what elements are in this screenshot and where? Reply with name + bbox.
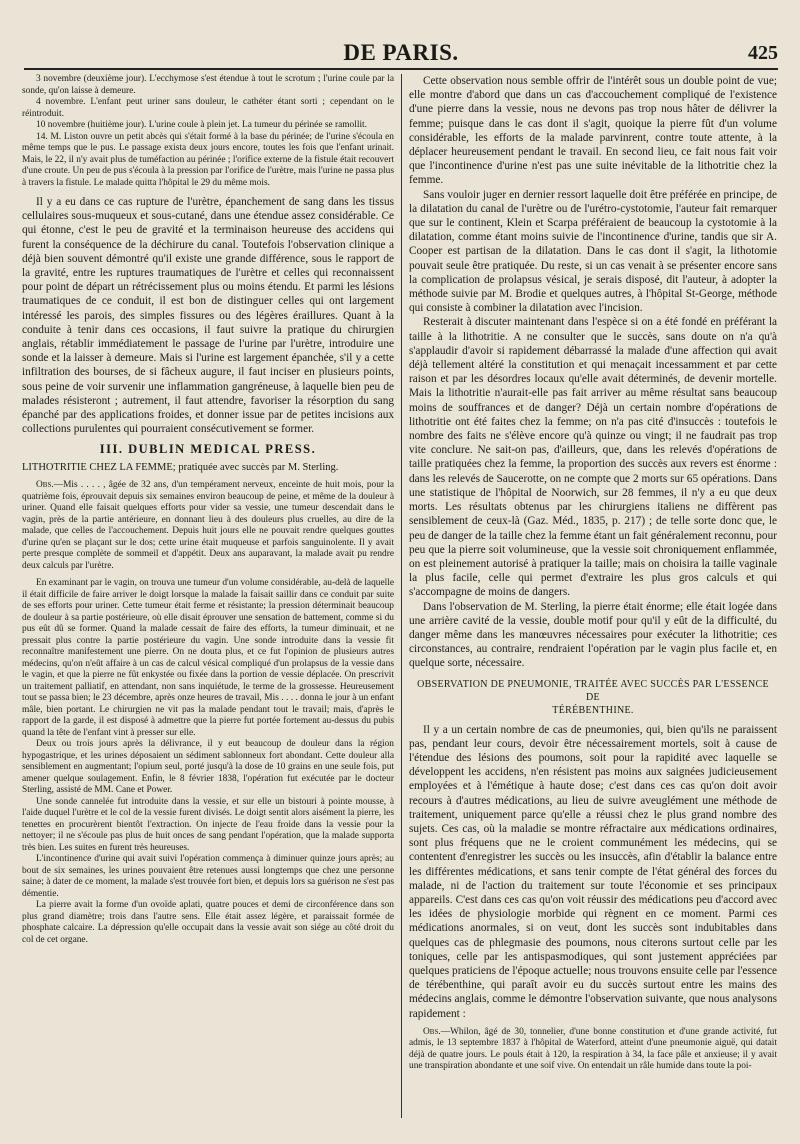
- running-head: [24, 40, 778, 70]
- body-paragraph: L'incontinence d'urine qui avait suivi l'opération commença à diminuer quinze jours après; au bout de six semaines, les urines pouvaient être retenues aussi longtemps que chez une personne saine; à dater de ce moment, la malade s'est trouvée fort bien, et depuis lors sa guérison ne s'est pas démentie.: [22, 854, 394, 899]
- page-title: DE PARIS.: [343, 40, 459, 65]
- body-paragraph: Cette observation nous semble offrir de l'intérêt sous un double point de vue; elle montre d'abord que dans un cas d'accouchement compliqué de l'existence d'une pierre dans la vessie, nous ne devons pas trop nous hâter de délivrer la femme; puisque dans le cas dont il s'agit, quoique la pierre fût d'un volume considérable, les efforts de la malade parvinrent, contre toute attente, à la déplacer heureusement pendant le travail. En second lieu, ce fait nous fait voir que l'incontinence d'urine n'est pas une suite inévitable de la lithotritie chez la femme.: [409, 75, 777, 187]
- obs-label: Obs.: [36, 480, 54, 491]
- obs-text: —Mis . . . . , âgée de 32 ans, d'un tempérament nerveux, enceinte de huit mois, pour la quatrième fois, éprouvait depuis six semaines environ beaucoup de peine, et même de la douleur à uriner. Quand elle faisait quelques efforts pour vider sa vessie, une tumeur descendait dans le vagin, près de la partie antérieure, en donnant lieu à des douleurs plus cruelles, au dire de la malade, que celles de l'accouchement. Depuis huit jours elle ne pouvait rendre quelques gouttes d'urine qu'en se plaçant sur le dos; cette urine était muqueuse et parfois sanguinolente. Il y avait perte presque complète de sommeil et d'appétit. Deux ans auparavant, la malade avait pu rendre deux calculs par l'urètre.: [22, 480, 394, 571]
- body-paragraph: La pierre avait la forme d'un ovoïde aplati, quatre pouces et demi de circonférence dans son plus grand diamètre; trois dans l'autre sens. Elle était assez légère, et paraissait formée de phosphate calcaire. La dépression qu'elle occupait dans la vessie avait son siége au côté droit du col de cet organe.: [22, 900, 394, 945]
- page-number: 425: [748, 42, 778, 64]
- case-note: 4 novembre. L'enfant peut uriner sans douleur, le cathéter étant sorti ; cependant on le réintroduit.: [22, 97, 394, 119]
- case-note: 3 novembre (deuxième jour). L'ecchymose s'est étendue à tout le scrotum ; l'urine coule par la sonde, qu'on laisse à demeure.: [22, 74, 394, 96]
- case-note: 14. M. Liston ouvre un petit abcès qui s'était formé à la base du périnée; de l'urine s'écoula en même temps que le pus. Le passage exista deux jours encore, toutes les fois que l'enfant urinait. Mais, le 22, il n'y avait plus de tuméfaction au périnée ; l'orifice externe de la fistule était recouvert d'une croute. Un peu de pus s'écoula à la pression par l'orifice de l'urètre, mais l'urine ne passa plus à travers la fistule. Le malade quitta l'hôpital le 29 du même mois.: [22, 131, 394, 188]
- body-paragraph: Sans vouloir juger en dernier ressort laquelle doit être préférée en principe, de la dilatation du canal de l'urètre ou de l'urétro-cystotomie, l'auteur fait remarquer que sur le continent, Klein et Scarpa préféraient de beaucoup la cystotomie à la dilatation, comme étant moins suivie de l'incontinence d'urine, tandis que sir A. Cooper est partisan de la dilatation. Dans le cas dont il s'agit, la lithotomie pouvait seule être pratiquée. Du reste, si un cas venait à se présenter encore sans la complication de prolapsus vésical, je serais disposé, dit l'auteur, à adopter la méthode suivie par M. Brodie et quelques autres, à l'hôpital St-George, méthode qui consiste à combiner la dilatation avec l'incision.: [409, 188, 777, 315]
- pneumonia-paragraph: Il y a un certain nombre de cas de pneumonies, qui, bien qu'ils ne paraissent pas, pendant leur cours, devoir être nécessairement mortels, soit à cause de l'étendue des lésions des poumons, soit pour la rapidité avec laquelle se développent les accidens, n'en résistent pas moins aux saignées judicieusement employées et à l'émétique à haute dose; c'est dans ces cas qu'on doit avoir recours à d'autres médications, au lieu de suivre aveuglément une méthode de traitement, uniquement parce qu'elle a réussi chez le plus grand nombre des sujets. Ces cas, où la maladie se montre réfractaire aux médications ordinaires, sont plus fréquens que ne le croient communément les médecins, qui se contentent d'enregistrer les succès ou les insuccès, afin d'établir la balance entre les différentes médications, et sans tenir compte de l'état général des forces du malade, ni de l'action du traitement sur toute l'économie et ses principaux appareils. C'est dans ces cas qu'on voit réussir des médications peu d'accord avec les idées de physiologie morbide qui règnent en ce moment. Parmi ces médications anormales, si on veut, dont les succès sont indubitables dans quelques cas de phlegmasie des poumons, nous citerons surtout celle par les toniques, celle par les antispasmodiques, qui sont justement appréciées par quelques praticiens de l'époque actuelle; nous trouvons ensuite celle par l'essence de térébenthine, qui paraît avoir eu du succès surtout entre les mains des médecins anglais, comme le démontre l'observation suivante, que nous analysons rapidement :: [409, 723, 777, 1020]
- body-paragraph: En examinant par le vagin, on trouva une tumeur d'un volume considérable, au-delà de laquelle il était difficile de faire arriver le doigt lorsque la malade la faisait saillir dans ce conduit par suite de ses efforts pour uriner. Cette tumeur était ferme et résistante; la pression déterminait beaucoup de douleur à sa partie postérieure, où elle disait éprouver une sensation de battement, comme si du pus eût dû se former. Quand la malade cessait de faire des efforts, la tumeur diminuait, et ne pressait plus contre la partie postérieure du vagin. Une sonde introduite dans la vessie fit reconnaître manifestement une pierre. On ne douta plus, et ce fut l'opinion de plusieurs autres médecins, qu'on n'eût affaire à un cas de calcul vésical compliqué d'un prolapsus de la vessie dans le vagin, et que la pierre ne fût enkystée ou fixée dans la portion de vessie déplacée. On prescrivit un traitement palliatif, en attendant, non sans inquiétude, le terme de la grossesse. Heureusement tout se passa bien; le 23 décembre, après onze heures de travail, Mis . . . . donna le jour à un enfant mâle, bien portant. Le chirurgien ne vit pas la malade pendant tout le travail; mais, d'après le rapport de la garde, il est disposé à admettre que la pierre fut portée fortement au-dessus du pubis quand la tête de l'enfant vint à presser sur elle.: [22, 578, 394, 738]
- right-column: [409, 74, 777, 1118]
- obs-text: —Whilon, âgé de 30, tonnelier, d'une bonne constitution et d'une grande activité, fut admis, le 13 septembre 1837 à l'hôpital de Waterford, atteint d'une pneumonie aiguë, qui datait déjà de quatre jours. Le pouls était à 120, la respiration à 34, la face pâle et anxieuse; il y avait une transpiration abondante et une soif vive. On entendait un râle humide dans toute la poi-: [409, 1026, 777, 1072]
- case-note: 10 novembre (huitième jour). L'urine coule à plein jet. La tumeur du périnée se ramollit.: [36, 120, 368, 130]
- observation-paragraph: [409, 1027, 777, 1073]
- observation-heading-line1: OBSERVATION DE PNEUMONIE, TRAITÉE AVEC SUCCÈS PAR L'ESSENCE DE: [417, 678, 769, 703]
- column-divider: [401, 74, 402, 1118]
- body-paragraph: Dans l'observation de M. Sterling, la pierre était énorme; elle était logée dans une arrière cavité de la vessie, double motif pour qu'il y eût de la difficulté, du danger même dans les manœuvres nécessaires pour exécuter la lithotritie; ces circonstances, au contraire, rendraient l'opération par le vagin plus facile et, en quelque sorte, nécessaire.: [409, 600, 777, 670]
- observation-heading: [409, 678, 777, 717]
- obs-label: Obs.: [423, 1026, 441, 1037]
- body-paragraph: Resterait à discuter maintenant dans l'espèce si on a été fondé en préférant la taille à la lithotritie. A ne consulter que le succès, sans doute on n'a qu'à s'applaudir d'avoir si rapidement débarrassé la malade d'une affection qui avait déjà tellement altéré la constitution et qui menaçait incessamment et par cette raison et par les désordres locaux qu'elle avait déterminés, de devenir mortelle. Mais la lithotritie n'aurait-elle pas fait arriver au même résultat sans beaucoup moins de souffrances et de danger? Déjà un certain nombre d'opérations de lithotritie ont été faites chez la femme; on n'a pas cité d'insuccès : toutefois le nombre des faits ne s'élève encore qu'à quinze ou vingt; il ne faudrait pas trop vite conclure. Ne sait-on pas, d'ailleurs, que, dans les relevés d'opérations de taille pratiquées chez la femme, la proportion des succès aux revers est énorme : dans les relevés de Saucerotte, on ne compte que 2 morts sur 65 opérations. Dans une statistique de l'hôpital de Noorwich, sur 28 femmes, il n'y a eu que deux morts. Les résultats obtenus par les chirurgiens italiens ne diffèrent pas sensiblement de ceux-là (Gaz. Méd., 1835, p. 217) ; de telle sorte donc que, le peu de danger de la taille chez la femme étant un fait généralement reconnu, pour peu que la pierre soit volumineuse, que la vessie soit chroniquement enflammée, on est pleinement autorisé à pratiquer la taille; mais on choisira la taille vaginale la plus facile, celle qui permet d'extraire les plus gros calculs et qui s'accompagne de moins de dangers.: [409, 316, 777, 599]
- article-title-rest: ; pratiquée avec succès par M. Sterling.: [172, 462, 339, 474]
- article-title: [22, 461, 394, 474]
- article-title-caps: LITHOTRITIE CHEZ LA FEMME: [22, 462, 173, 474]
- left-column: [22, 74, 394, 1118]
- body-paragraph: Une sonde cannelée fut introduite dans la vessie, et sur elle un bistouri à pointe mousse, à l'aide duquel l'urètre et le col de la vessie furent divisés. Le doigt sentit alors aisément la pierre, les tenettes en procurèrent bientôt l'extraction. On injecte de l'eau froide dans la vessie pour la nettoyer; il ne s'écoule pas plus de huit onces de sang pendant l'opération, que la malade supporta très bien. Les suites en furent très heureuses.: [22, 796, 394, 853]
- body-paragraph: Deux ou trois jours après la délivrance, il y eut beaucoup de douleur dans la région hypogastrique, et les urines déposaient un sédiment sablonneux fort abondant. Cette douleur alla sensiblement en augmentant; l'opium seul, porté jusqu'à la dose de 10 grains en une seule fois, put amener quelque soulagement. Enfin, le 8 février 1838, l'opération fut exécutée par le docteur Sterling, assisté de MM. Cane et Power.: [22, 739, 394, 796]
- observation-heading-line2: TÉRÉBENTHINE.: [552, 704, 634, 716]
- observation-paragraph: [22, 480, 394, 572]
- discussion-paragraph: Il y a eu dans ce cas rupture de l'urètre, épanchement de sang dans les tissus cellulaires sous-muqueux et sous-cutané, dans une étendue assez considérable. Ce qui étonne, c'est le peu de gravité et la terminaison heureuse des accidens qui furent la conséquence de la déchirure du canal. Toutefois l'observation clinique a déjà bien souvent démontré qu'il existe une grande différence, sous le rapport de la gravité, entre les ruptures traumatiques de l'urètre et celles qui reconnaissent pour point de départ un rétrécissement plus ou moins étendu. Et parmi les lésions traumatiques de ce conduit, il est bon de distinguer celles qui ont largement intéressé les parois, des simples fissures ou des légères éraillures. Quant à la conduite à tenir dans ces occasions, il faut suivre la pratique du chirurgien anglais, rétablir immédiatement le passage de l'urine par l'urètre, introduire une sonde et la laisser à demeure. Mais si l'urine est largement épanchée, s'il y a cette infiltration des bourses, de si fâcheux augure, il faut inciser en plusieurs points, sous peine de voir survenir une inflammation gangréneuse, à laquelle bien peu de malades résisteront ; autrement, il faut attendre, favoriser la résorption du sang épanché par des applications froides, et donner issue par de petites incisions aux collections purulentes qui pourraient consécutivement se former.: [22, 196, 394, 436]
- section-heading: III. DUBLIN MEDICAL PRESS.: [99, 442, 317, 457]
